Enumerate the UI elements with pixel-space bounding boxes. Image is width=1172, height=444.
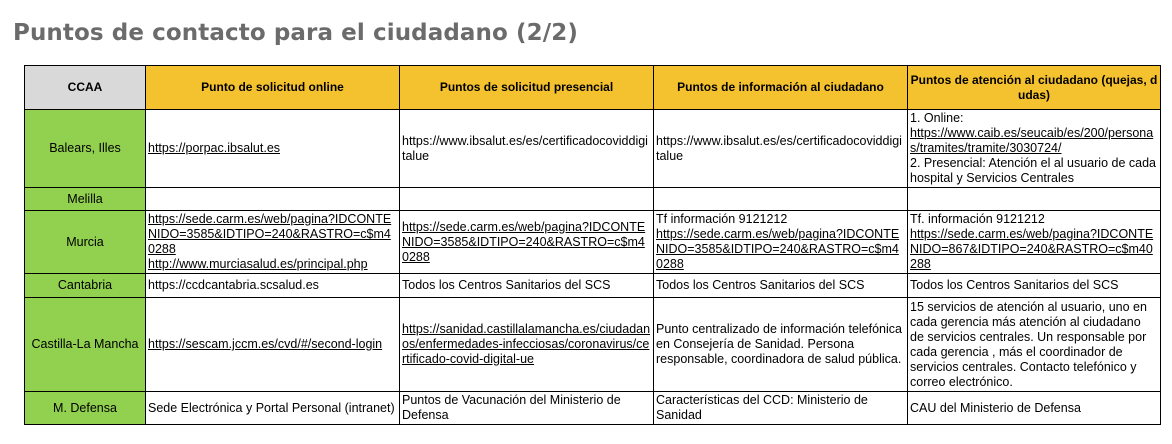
ccaa-cell: Melilla	[25, 188, 146, 211]
online-link[interactable]: https://porpac.ibsalut.es	[146, 110, 400, 188]
header-informacion: Puntos de información al ciudadano	[654, 66, 908, 110]
informacion-cell: Todos los Centros Sanitarios del SCS	[654, 274, 908, 298]
online-cell: Sede Electrónica y Portal Personal (intranet)	[146, 392, 400, 425]
table-row	[25, 110, 1161, 188]
header-online: Punto de solicitud online	[146, 66, 400, 110]
presencial-link[interactable]: https://sanidad.castillalamancha.es/ciudadanos/enfermedades-infecciosas/coronavirus/certificado-covid-digital-ue	[400, 298, 654, 392]
table-row	[25, 298, 1161, 392]
presencial-cell	[400, 188, 654, 211]
header-presencial: Puntos de solicitud presencial	[400, 66, 654, 110]
presencial-link[interactable]: https://sede.carm.es/web/pagina?IDCONTENIDO=3585&IDTIPO=240&RASTRO=c$m40288	[400, 211, 654, 274]
atencion-cell: CAU del Ministerio de Defensa	[908, 392, 1161, 425]
informacion-cell	[654, 211, 908, 274]
header-ccaa: CCAA	[25, 66, 146, 110]
ccaa-cell: Cantabria	[25, 274, 146, 298]
informacion-cell: https://www.ibsalut.es/es/certificadocoviddigitalue	[654, 110, 908, 188]
atencion-cell	[908, 110, 1161, 188]
online-link[interactable]: https://sescam.jccm.es/cvd/#/second-login	[146, 298, 400, 392]
informacion-cell	[654, 188, 908, 211]
presencial-cell: Todos los Centros Sanitarios del SCS	[400, 274, 654, 298]
table-header-row	[25, 66, 1161, 110]
online-cell: https://ccdcantabria.scsalud.es	[146, 274, 400, 298]
header-atencion: Puntos de atención al ciudadano (quejas, dudas)	[908, 66, 1161, 110]
informacion-text: Tf información 9121212	[656, 212, 788, 226]
online-link[interactable]: https://sede.carm.es/web/pagina?IDCONTENIDO=3585&IDTIPO=240&RASTRO=c$m40288	[148, 212, 392, 256]
presencial-cell: Puntos de Vacunación del Ministerio de Defensa	[400, 392, 654, 425]
atencion-cell: 15 servicios de atención al usuario, uno en cada gerencia más atención al ciudadano de servicios centrales. Un responsable por cada gerencia , más el coordinador de servicios centrales. Contacto telefónico y correo electrónico.	[908, 298, 1161, 392]
atencion-cell: Todos los Centros Sanitarios del SCS	[908, 274, 1161, 298]
atencion-cell	[908, 188, 1161, 211]
table-row	[25, 274, 1161, 298]
atencion-cell	[908, 211, 1161, 274]
online-cell	[146, 211, 400, 274]
atencion-link[interactable]: https://www.caib.es/seucaib/es/200/personas/tramites/tramite/3030724/	[910, 126, 1154, 155]
ccaa-cell: Castilla-La Mancha	[25, 298, 146, 392]
contact-points-table	[24, 65, 1161, 425]
ccaa-cell: Balears, Illes	[25, 110, 146, 188]
informacion-link[interactable]: https://sede.carm.es/web/pagina?IDCONTENIDO=3585&IDTIPO=240&RASTRO=c$m40288	[656, 227, 900, 271]
online-link[interactable]: http://www.murciasalud.es/principal.php	[148, 257, 368, 271]
atencion-text: Tf. información 9121212	[910, 212, 1045, 226]
online-cell	[146, 188, 400, 211]
table-row	[25, 188, 1161, 211]
presencial-cell: https://www.ibsalut.es/es/certificadocoviddigitalue	[400, 110, 654, 188]
atencion-text: 1. Online:	[910, 111, 964, 125]
table-row	[25, 211, 1161, 274]
informacion-cell: Punto centralizado de información telefónica en Consejería de Sanidad. Persona responsable, coordinadora de salud pública.	[654, 298, 908, 392]
atencion-link[interactable]: https://sede.carm.es/web/pagina?IDCONTENIDO=867&IDTIPO=240&RASTRO=c$m40288	[910, 227, 1154, 271]
ccaa-cell: M. Defensa	[25, 392, 146, 425]
page-title: Puntos de contacto para el ciudadano (2/2)	[13, 20, 578, 46]
informacion-cell: Características del CCD: Ministerio de Sanidad	[654, 392, 908, 425]
ccaa-cell: Murcia	[25, 211, 146, 274]
table-row	[25, 392, 1161, 425]
atencion-text: 2. Presencial: Atención el al usuario de cada hospital y Servicios Centrales	[910, 156, 1156, 185]
